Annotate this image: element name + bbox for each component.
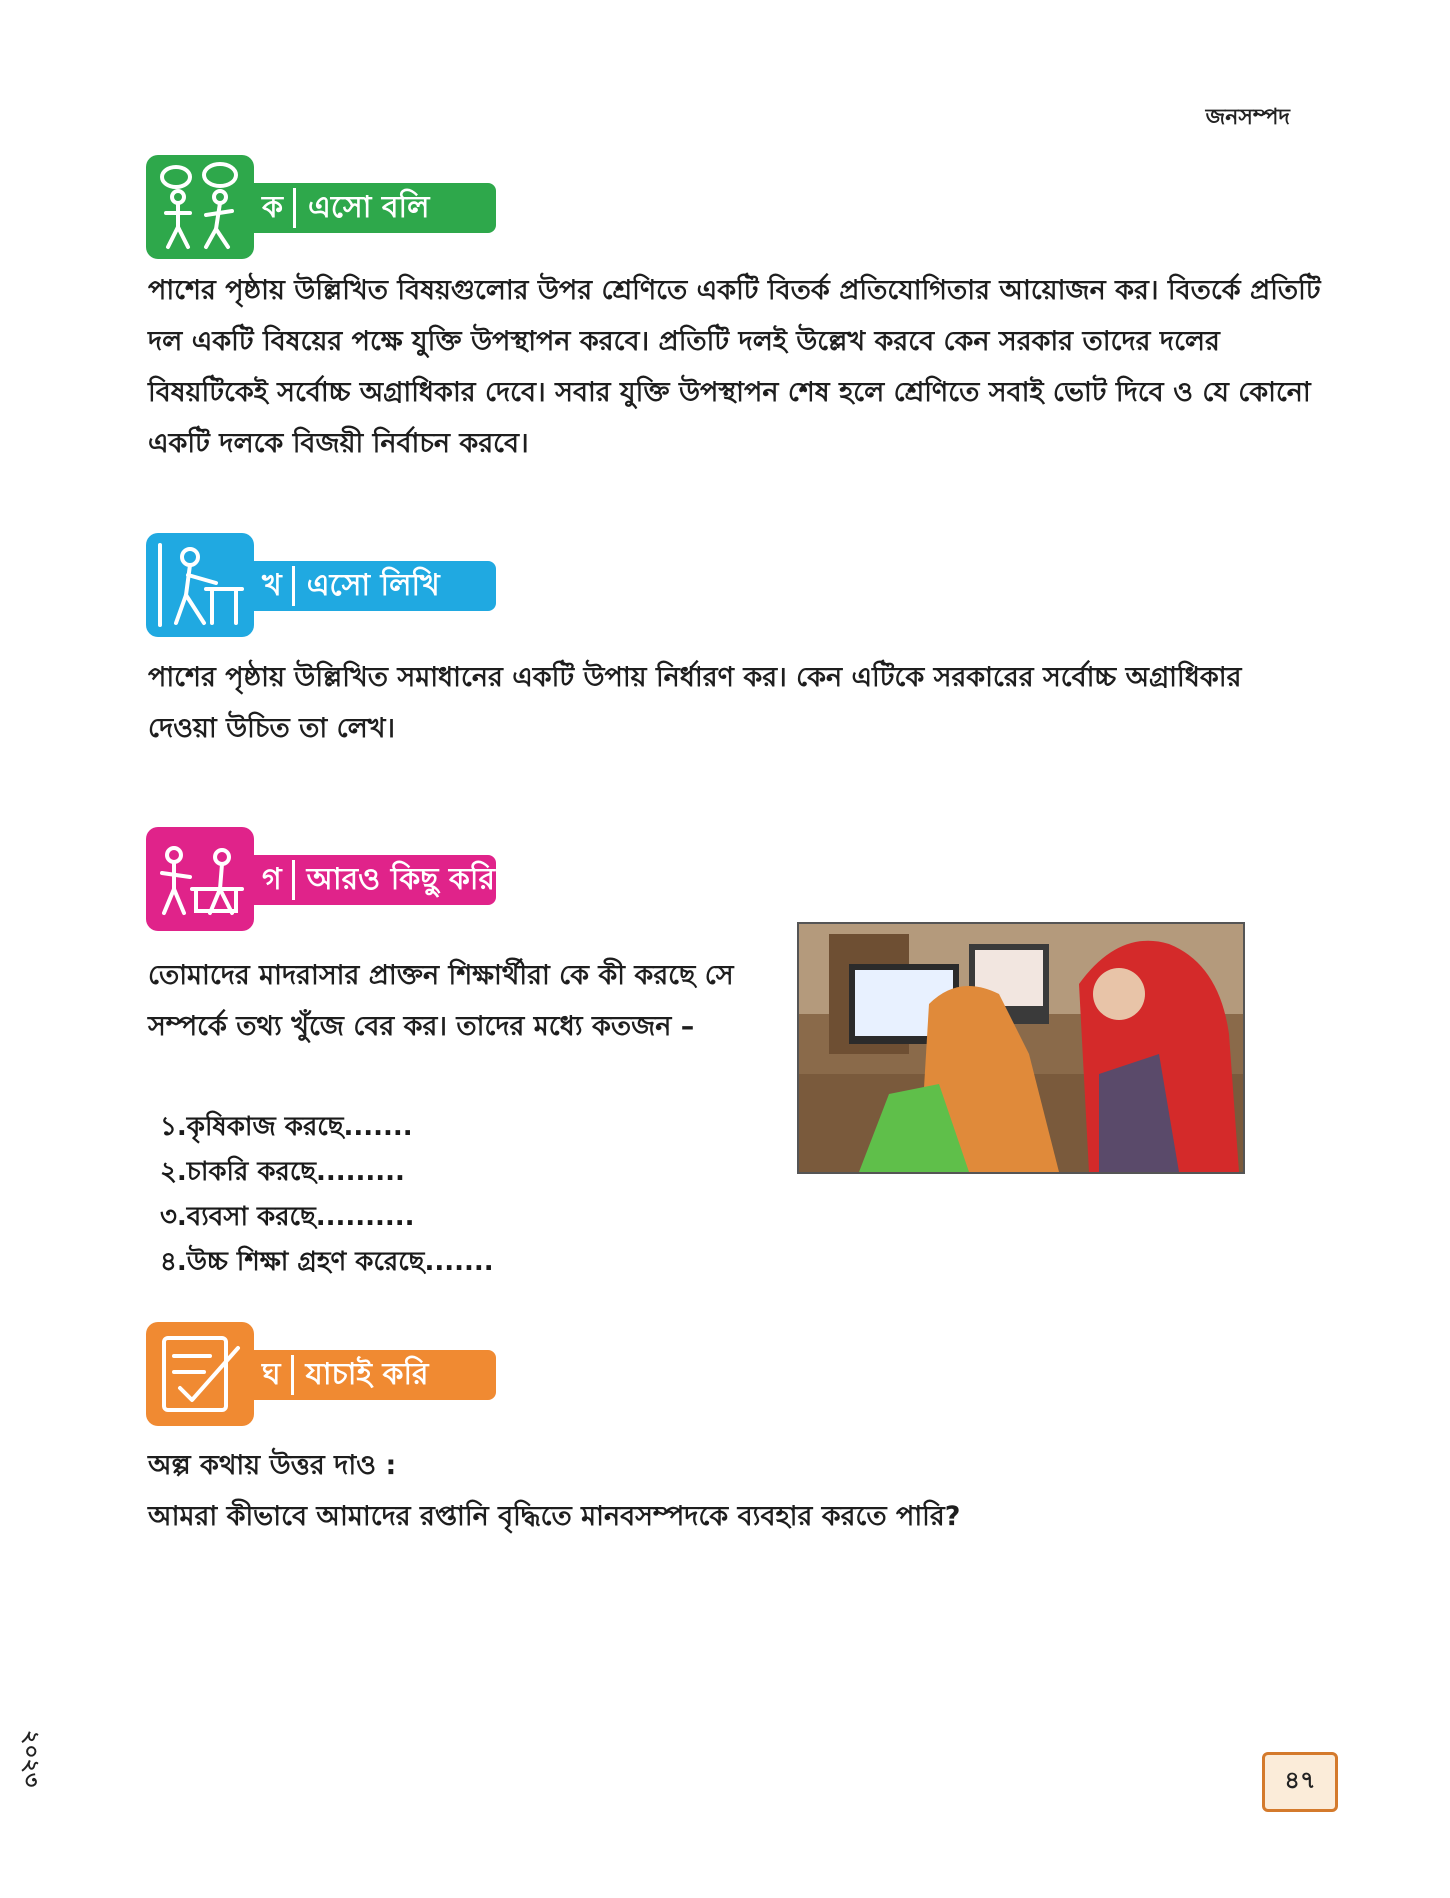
section-ga-banner — [146, 827, 496, 917]
students-computer-photo — [797, 922, 1245, 1174]
section-gha-prompt: অল্প কথায় উত্তর দাও : — [148, 1450, 397, 1481]
section-gha-question: আমরা কীভাবে আমাদের রপ্তানি বৃদ্ধিতে মানবসম্পদকে ব্যবহার করতে পারি? — [148, 1501, 961, 1532]
section-ka-title-bar — [246, 183, 496, 233]
section-gha-letter: ঘ — [246, 1355, 294, 1395]
list-item: ৩.ব্যবসা করছে.......... — [160, 1202, 415, 1232]
checklist-icon — [146, 1322, 254, 1426]
section-ka-text: পাশের পৃষ্ঠায় উল্লিখিত বিষয়গুলোর উপর শ্রেণিতে একটি বিতর্ক প্রতিযোগিতার আয়োজন কর। বিতর্কে প্রতিটি দল একটি বিষয়ের পক্ষে যুক্তি উপস্থাপন করবে। প্রতিটি দলই উল্লেখ করবে কেন সরকার তাদের দলের বিষয়টিকেই সর্বোচ্চ অগ্রাধিকার দেবে। সবার যুক্তি উপস্থাপন শেষ হলে শ্রেণিতে সবাই ভোট দিবে ও যে কোনো একটি দলকে বিজয়ী নির্বাচন করবে। — [148, 275, 1321, 459]
section-kha-letter: খ — [246, 566, 295, 606]
section-kha-title-bar — [246, 561, 496, 611]
section-ka-title: এসো বলি — [308, 189, 430, 225]
section-gha-title-bar — [246, 1350, 496, 1400]
section-ga-title-bar — [246, 855, 496, 905]
section-ka-letter: ক — [246, 188, 296, 228]
running-header: জনসম্পদ — [1205, 105, 1290, 130]
section-kha-title: এসো লিখি — [306, 567, 440, 603]
section-kha-text: পাশের পৃষ্ঠায় উল্লিখিত সমাধানের একটি উপায় নির্ধারণ কর। কেন এটিকে সরকারের সর্বোচ্চ অগ্রাধিকার দেওয়া উচিত তা লেখ। — [148, 662, 1242, 744]
section-kha-banner — [146, 533, 496, 623]
section-ga-title: আরও কিছু করি — [306, 861, 495, 897]
writing-person-icon — [146, 533, 254, 637]
section-gha-text — [148, 1440, 1248, 1542]
list-item: ১.কৃষিকাজ করছে....... — [160, 1112, 413, 1142]
side-year-label: ২০২৩ — [18, 1730, 43, 1788]
section-ga-list — [160, 1105, 494, 1285]
section-gha-title: যাচাই করি — [305, 1356, 429, 1392]
list-item: ৪.উচ্চ শিক্ষা গ্রহণ করেছে....... — [160, 1247, 494, 1277]
speaking-people-icon — [146, 155, 254, 259]
working-people-icon — [146, 827, 254, 931]
page-number: ৪৭ — [1262, 1752, 1338, 1812]
section-ga-letter: গ — [246, 860, 295, 900]
list-item: ২.চাকরি করছে......... — [160, 1157, 405, 1187]
section-ga-text: তোমাদের মাদরাসার প্রাক্তন শিক্ষার্থীরা কে কী করছে সে সম্পর্কে তথ্য খুঁজে বের কর। তাদের মধ্যে কতজন – — [148, 960, 734, 1042]
section-ka-banner — [146, 155, 496, 245]
section-gha-banner — [146, 1322, 496, 1412]
